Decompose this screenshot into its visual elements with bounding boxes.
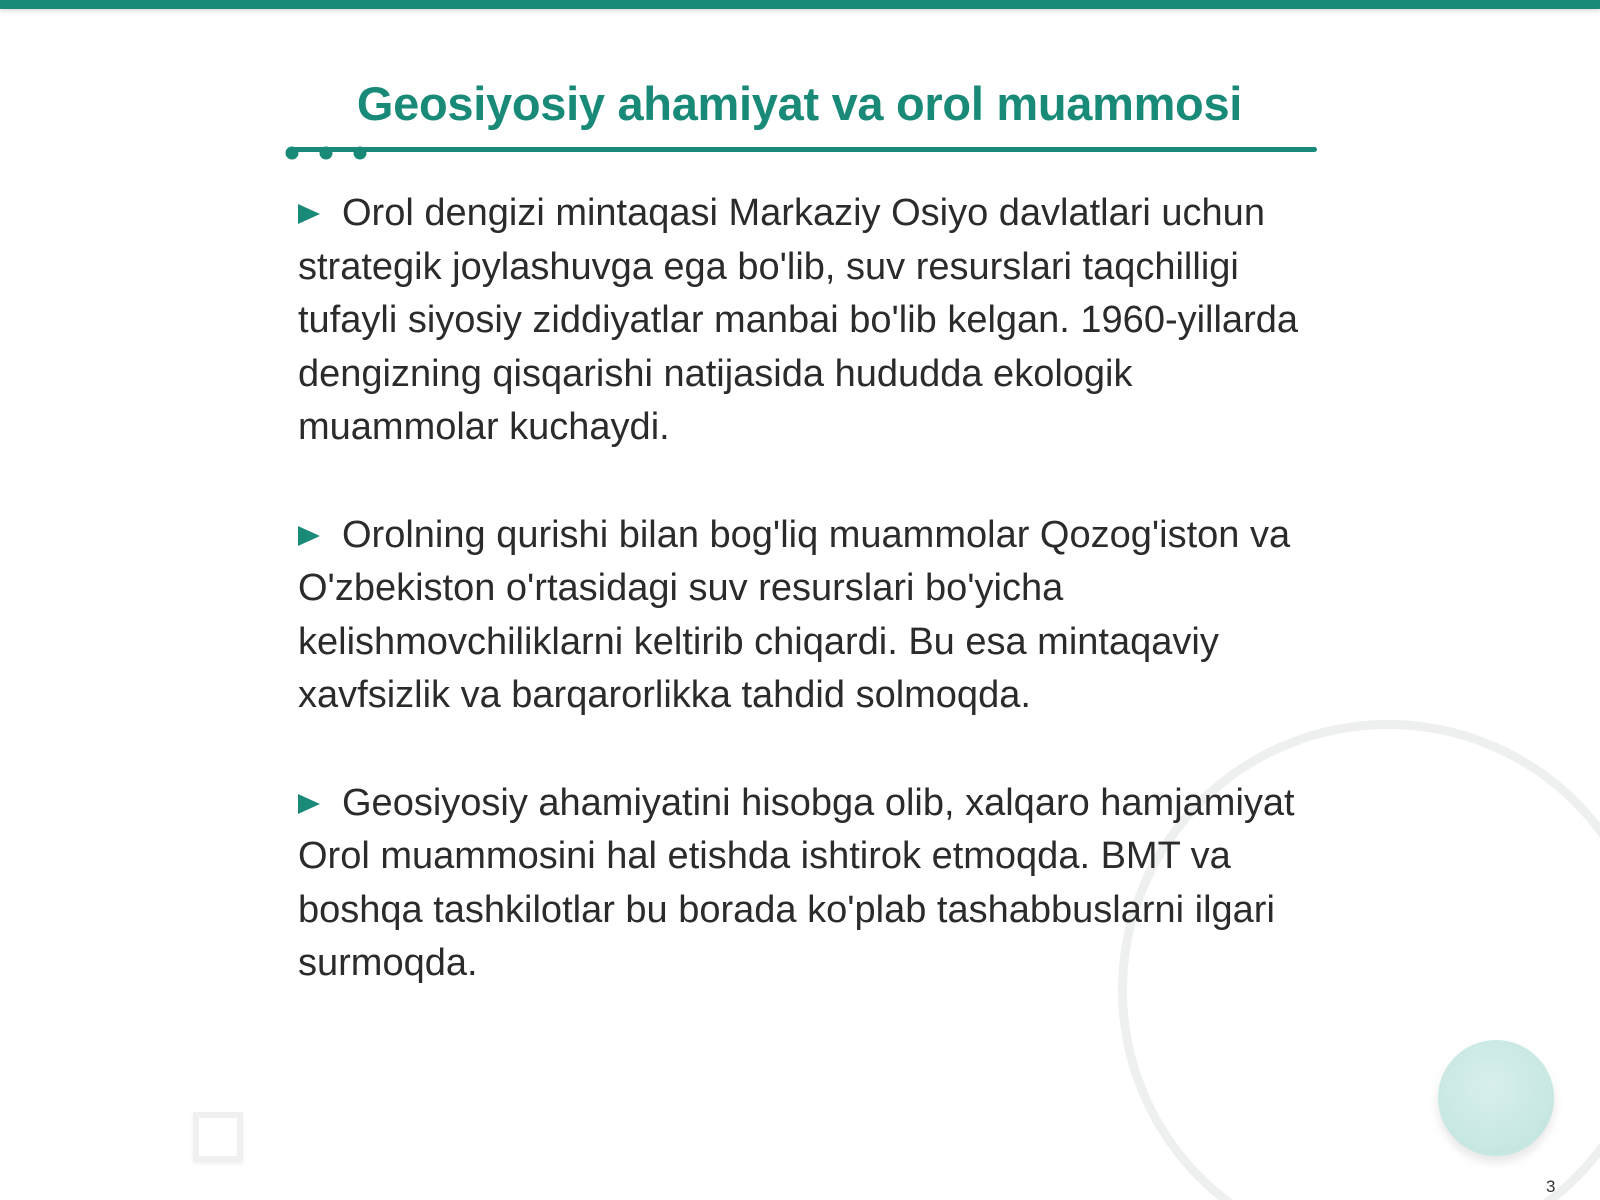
triangle-right-icon bbox=[298, 794, 320, 814]
triangle-right-icon bbox=[298, 204, 320, 224]
slide-title: Geosiyosiy ahamiyat va orol muammosi bbox=[356, 77, 1243, 130]
top-accent-bar bbox=[0, 0, 1600, 9]
underline-dot bbox=[320, 147, 333, 160]
slide-content bbox=[298, 187, 1308, 1045]
underline-dot bbox=[354, 147, 367, 160]
decorative-square bbox=[193, 1112, 243, 1162]
triangle-right-icon bbox=[298, 526, 320, 546]
bullet-item bbox=[298, 777, 1308, 991]
bullet-item bbox=[298, 509, 1308, 723]
page-number: 3 bbox=[1546, 1177, 1556, 1196]
bullet-text: Geosiyosiy ahamiyatini hisobga olib, xalqaro hamjamiyat Orol muammosini hal etishda ishtirok etmoqda. BMT va boshqa tashkilotlar bu borada ko'plab tashabbuslarni ilgari surmoqda. bbox=[298, 781, 1295, 984]
bullet-text: Orolning qurishi bilan bog'liq muammolar Qozog'iston va O'zbekiston o'rtasidagi suv resurslari bo'yicha kelishmovchiliklarni keltirib chiqardi. Bu esa mintaqaviy xavfsizlik va barqarorlikka tahdid solmoqda. bbox=[298, 513, 1291, 716]
bullet-item bbox=[298, 187, 1308, 455]
decorative-dot bbox=[1438, 1040, 1554, 1156]
title-underline bbox=[282, 146, 1317, 160]
bullet-text: Orol dengizi mintaqasi Markaziy Osiyo davlatlari uchun strategik joylashuvga ega bo'lib, suv resurslari taqchilligi tufayli siyosiy ziddiyatlar manbai bo'lib kelgan. 1960-yillarda dengizning qisqarishi natijasida hududda ekologik muammolar kuchaydi. bbox=[298, 192, 1298, 448]
underline-dot bbox=[286, 147, 299, 160]
